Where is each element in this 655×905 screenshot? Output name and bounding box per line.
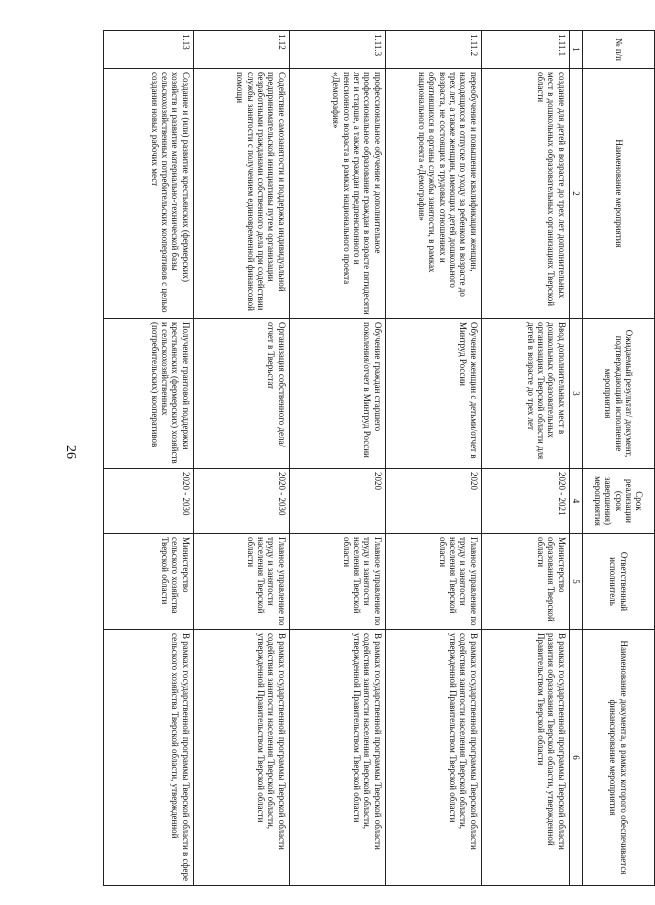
row-name: переобучение и повышение квалификации женщин, находящихся в отпуске по уходу за ребенком в возрасте до трех лет, а также женщин, имеющих детей дошкольного возраста, не состоящих в трудовых отношениях и обратившихся в органы службы занятости, в рамках национального проекта «Демография»: [385, 69, 481, 319]
header-result: Ожидаемый результат/ документ, подтверждающий исполнение мероприятия: [583, 319, 655, 469]
row-term: 2020: [385, 469, 481, 534]
col-number: 5: [569, 534, 582, 630]
col-number: 6: [569, 630, 582, 886]
header-name: Наименование мероприятия: [583, 69, 655, 319]
row-num: 1.11.3: [289, 31, 385, 69]
row-doc: В рамках государственной программы Тверской области содействия занятости населения Тверской области, утвержденной Правительством Тверской области: [385, 630, 481, 886]
row-num: 1.12: [193, 31, 289, 69]
row-term: 2020 - 2030: [193, 469, 289, 534]
row-result: Обучение граждан старшего поколения/отчет в Минтруд России: [289, 319, 385, 469]
row-term: 2020 - 2030: [103, 469, 193, 534]
col-number: 4: [569, 469, 582, 534]
header-term: Срок реализации (срок завершения) мероприятия: [583, 469, 655, 534]
rotated-page: [0, 30, 655, 881]
row-result: Обучение женщин с детьми/отчет в Минтруд России: [385, 319, 481, 469]
row-exec: Главное управление по труду и занятости населения Тверской области: [385, 534, 481, 630]
row-exec: Министерство образования Тверской области: [481, 534, 569, 630]
row-exec: Главное управление по труду и занятости населения Тверской области: [289, 534, 385, 630]
measures-table: [103, 30, 655, 886]
row-result: Ввод дополнительных мест в дошкольных образовательных организациях Тверской области для детей в возрасте до трех лет: [481, 319, 569, 469]
header-num: № п/п: [583, 31, 655, 69]
row-doc: В рамках государственной программы Тверской области содействия занятости населения Тверской области, утвержденной Правительством Тверской области: [289, 630, 385, 886]
row-num: 1.11.1: [481, 31, 569, 69]
row-result: Получение грантовой поддержки крестьянских (фермерских) хозяйств и сельскохозяйственных (потребительских) кооперативов: [103, 319, 193, 469]
col-number: 2: [569, 69, 582, 319]
col-number: 1: [569, 31, 582, 69]
row-doc: В рамках государственной программы Тверской области в сфере сельского хозяйства Тверской области, утвержденной: [103, 630, 193, 886]
col-number: 3: [569, 319, 582, 469]
table-row: [103, 31, 193, 886]
row-doc: В рамках государственной программы Тверской области содействия занятости населения Тверской области, утвержденной Правительством Тверской области: [193, 630, 289, 886]
row-term: 2020: [289, 469, 385, 534]
row-term: 2020 - 2021: [481, 469, 569, 534]
header-exec: Ответственный исполнитель: [583, 534, 655, 630]
row-name: Создание и (или) развитие крестьянских (фермерских) хозяйств и развитие материально-технической базы сельскохозяйственных потребительских кооперативов с целью создания новых рабочих мест: [103, 69, 193, 319]
row-name: создание для детей в возрасте до трех лет дополнительных мест в дошкольных образовательных организациях Тверской области: [481, 69, 569, 319]
header-doc: Наименование документа, в рамках которого обеспечивается финансирование мероприятия: [583, 630, 655, 886]
row-num: 1.13: [103, 31, 193, 69]
row-exec: Министерство сельского хозяйства Тверской области: [103, 534, 193, 630]
row-exec: Главное управление по труду и занятости населения Тверской области: [193, 534, 289, 630]
row-name: Содействие самозанятости и поддержка индивидуальной предпринимательской инициативы путем организации безработными гражданами собственного дела при содействии службы занятости с получением единовременной финансовой помощи: [193, 69, 289, 319]
row-num: 1.11.2: [385, 31, 481, 69]
row-name: профессиональное обучение и дополнительное профессиональное образование граждан в возрасте пятидесяти лет и старше, а также граждан предпенсионного и пенсионного возраста в рамках национального проекта «Демография»: [289, 69, 385, 319]
table-row: [481, 31, 569, 886]
table-row: [289, 31, 385, 886]
row-doc: В рамках государственной программы Тверской области развития образования Тверской области, утвержденной Правительством Тверской области: [481, 630, 569, 886]
row-result: Организация собственного дела/отчет в Тверьстат: [193, 319, 289, 469]
table-row: [385, 31, 481, 886]
page-number: 26: [63, 445, 78, 459]
table-row: [193, 31, 289, 886]
